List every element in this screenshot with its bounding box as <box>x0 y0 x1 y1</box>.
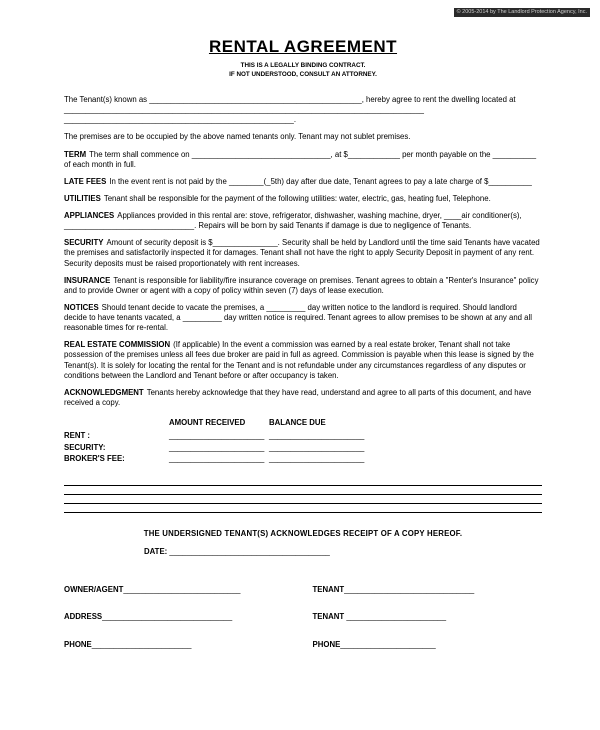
section-text: Amount of security deposit is $_______________. Security shall be held by Landlord until the time said Tenants have vacated the premises and satisfactorily inspected it for damages. Tenant shall not have the right to apply Security Deposit in payment of any rent. Security deposits must be raised proportionately with rent increases. <box>64 238 540 268</box>
tenant-blank-2: _______________________ <box>346 612 447 622</box>
fees-header-amount-received: AMOUNT RECEIVED <box>169 418 246 428</box>
date-line <box>144 547 542 557</box>
fees-row-label: RENT : <box>64 431 90 441</box>
section-label: ACKNOWLEDGMENT <box>64 387 144 397</box>
paragraph-appliances <box>64 211 542 231</box>
owner-agent-blank: ___________________________ <box>123 585 241 595</box>
signature-row-1 <box>64 585 542 595</box>
paragraph-tenant-intro <box>64 95 542 125</box>
document-subtitle-1: THIS IS A LEGALLY BINDING CONTRACT. <box>240 62 366 70</box>
fees-table-header <box>64 418 542 428</box>
section-label: LATE FEES <box>64 176 107 186</box>
blank-line <box>64 505 542 513</box>
owner-agent-line <box>64 585 313 595</box>
fees-balance-blank: ______________________ <box>269 431 365 441</box>
fees-row-label: SECURITY: <box>64 442 106 452</box>
phone-label-left: PHONE <box>64 639 92 649</box>
owner-agent-label: OWNER/AGENT <box>64 585 124 595</box>
fees-amount-blank: ______________________ <box>169 431 265 441</box>
document-subtitle-2: IF NOT UNDERSTOOD, CONSULT AN ATTORNEY. <box>229 70 377 78</box>
section-text: (If applicable) In the event a commission was earned by a real estate broker, Tenant shall not take possession of the premises unless all fees due broker are paid in full as agreed. Commission is payable when this lease is signed by the Tenant(s). It is solely for locating the rental for the Tenant and is not refundable under any circumstances regardless of any disputes or conditions between the Landlord and Tenant before or after occupancy is taken. <box>64 340 534 380</box>
blank-writing-lines <box>64 478 542 513</box>
section-text: Tenant is responsible for liability/fire insurance coverage on premises. Tenant agrees to obtain a "Renter's Insurance" policy and to provide Owner or agent with a copy of policy within seven (7) days of lease execution. <box>64 275 539 295</box>
paragraph-late-fees <box>64 177 542 187</box>
fees-header-spacer <box>64 418 169 428</box>
section-text: The Tenant(s) known as _________________________________________________, hereby agree to rent the dwelling located at ___________________________________________________________________________________ _____________________________________________________. <box>64 95 516 125</box>
section-label: UTILITIES <box>64 193 101 203</box>
section-label: SECURITY <box>64 238 104 248</box>
phone-line-left <box>64 640 313 650</box>
blank-line <box>64 478 542 486</box>
section-text: Appliances provided in this rental are: stove, refrigerator, dishwasher, washing machine, dryer, ____air conditioner(s), ______________________________. Repairs will be born by said Tenants if damage is due to negligence of Tenants. <box>64 211 522 231</box>
fees-row-rent <box>64 430 542 441</box>
tenant-line-2 <box>313 612 542 622</box>
section-text: The term shall commence on ________________________________, at $____________ per month payable on the __________ of each month in full. <box>64 149 537 169</box>
fees-header-balance-due: BALANCE DUE <box>269 418 326 428</box>
fees-row-brokers-fee <box>64 453 542 464</box>
section-text: The premises are to be occupied by the above named tenants only. Tenant may not sublet premises. <box>64 132 411 142</box>
copyright-notice: © 2005-2014 by The Landlord Protection Agency, Inc. <box>454 8 590 17</box>
fees-amount-blank: ______________________ <box>169 442 265 452</box>
phone-label-right: PHONE <box>312 639 341 649</box>
paragraph-real-estate-commission <box>64 340 542 381</box>
fees-row-security <box>64 442 542 453</box>
tenant-label-2: TENANT <box>312 612 345 622</box>
paragraph-security <box>64 238 542 268</box>
fees-row-label: BROKER'S FEE: <box>64 453 125 463</box>
signature-row-2 <box>64 612 542 622</box>
phone-line-right <box>313 640 542 650</box>
section-text: Tenant shall be responsible for the payment of the following utilities: water, electric, gas, heating fuel, Telephone. <box>103 193 491 203</box>
blank-line <box>64 496 542 504</box>
paragraph-notices <box>64 303 542 333</box>
section-text: Tenants hereby acknowledge that they have read, understand and agree to all parts of this document, and have received a copy. <box>64 387 532 407</box>
fees-balance-blank: ______________________ <box>269 442 365 452</box>
section-label: INSURANCE <box>64 275 111 285</box>
tenant-blank-1: ______________________________ <box>344 585 475 595</box>
address-label: ADDRESS <box>64 612 103 622</box>
signature-block <box>64 585 542 649</box>
date-blank: _____________________________________ <box>169 547 330 557</box>
address-blank: ______________________________ <box>102 612 233 622</box>
receipt-acknowledgment-line: THE UNDERSIGNED TENANT(S) ACKNOWLEDGES RECEIPT OF A COPY HEREOF. <box>143 529 463 539</box>
section-text: Should tenant decide to vacate the premises, a _________ day written notice to the landlord is required. Should landlord decide to have tenants vacated, a _________ day written notice is required. Tenant agrees to allow premises to be shown at any and all reasonable times for re-rental. <box>64 302 532 333</box>
tenant-line-1 <box>313 585 542 595</box>
paragraph-utilities <box>64 194 542 204</box>
date-label: DATE: <box>144 547 168 557</box>
tenant-label-1: TENANT <box>312 585 345 595</box>
fees-table <box>64 418 542 464</box>
paragraph-acknowledgment <box>64 388 542 408</box>
phone-blank-left: _______________________ <box>91 639 192 649</box>
section-text: In the event rent is not paid by the ________(_5th) day after due date, Tenant agrees to pay a late charge of $__________ <box>109 176 532 186</box>
fees-amount-blank: ______________________ <box>169 453 265 463</box>
section-label: APPLIANCES <box>64 211 115 221</box>
blank-line <box>64 487 542 495</box>
paragraph-term <box>64 150 542 170</box>
paragraph-insurance <box>64 276 542 296</box>
signature-row-3 <box>64 640 542 650</box>
section-label: TERM <box>64 149 87 159</box>
address-line <box>64 612 313 622</box>
fees-balance-blank: ______________________ <box>269 453 365 463</box>
section-label: NOTICES <box>64 302 99 312</box>
document-body <box>64 95 542 408</box>
section-label: REAL ESTATE COMMISSION <box>64 340 171 350</box>
phone-blank-right: ______________________ <box>340 639 436 649</box>
paragraph-premises <box>64 132 542 142</box>
document-title: RENTAL AGREEMENT <box>208 37 398 56</box>
